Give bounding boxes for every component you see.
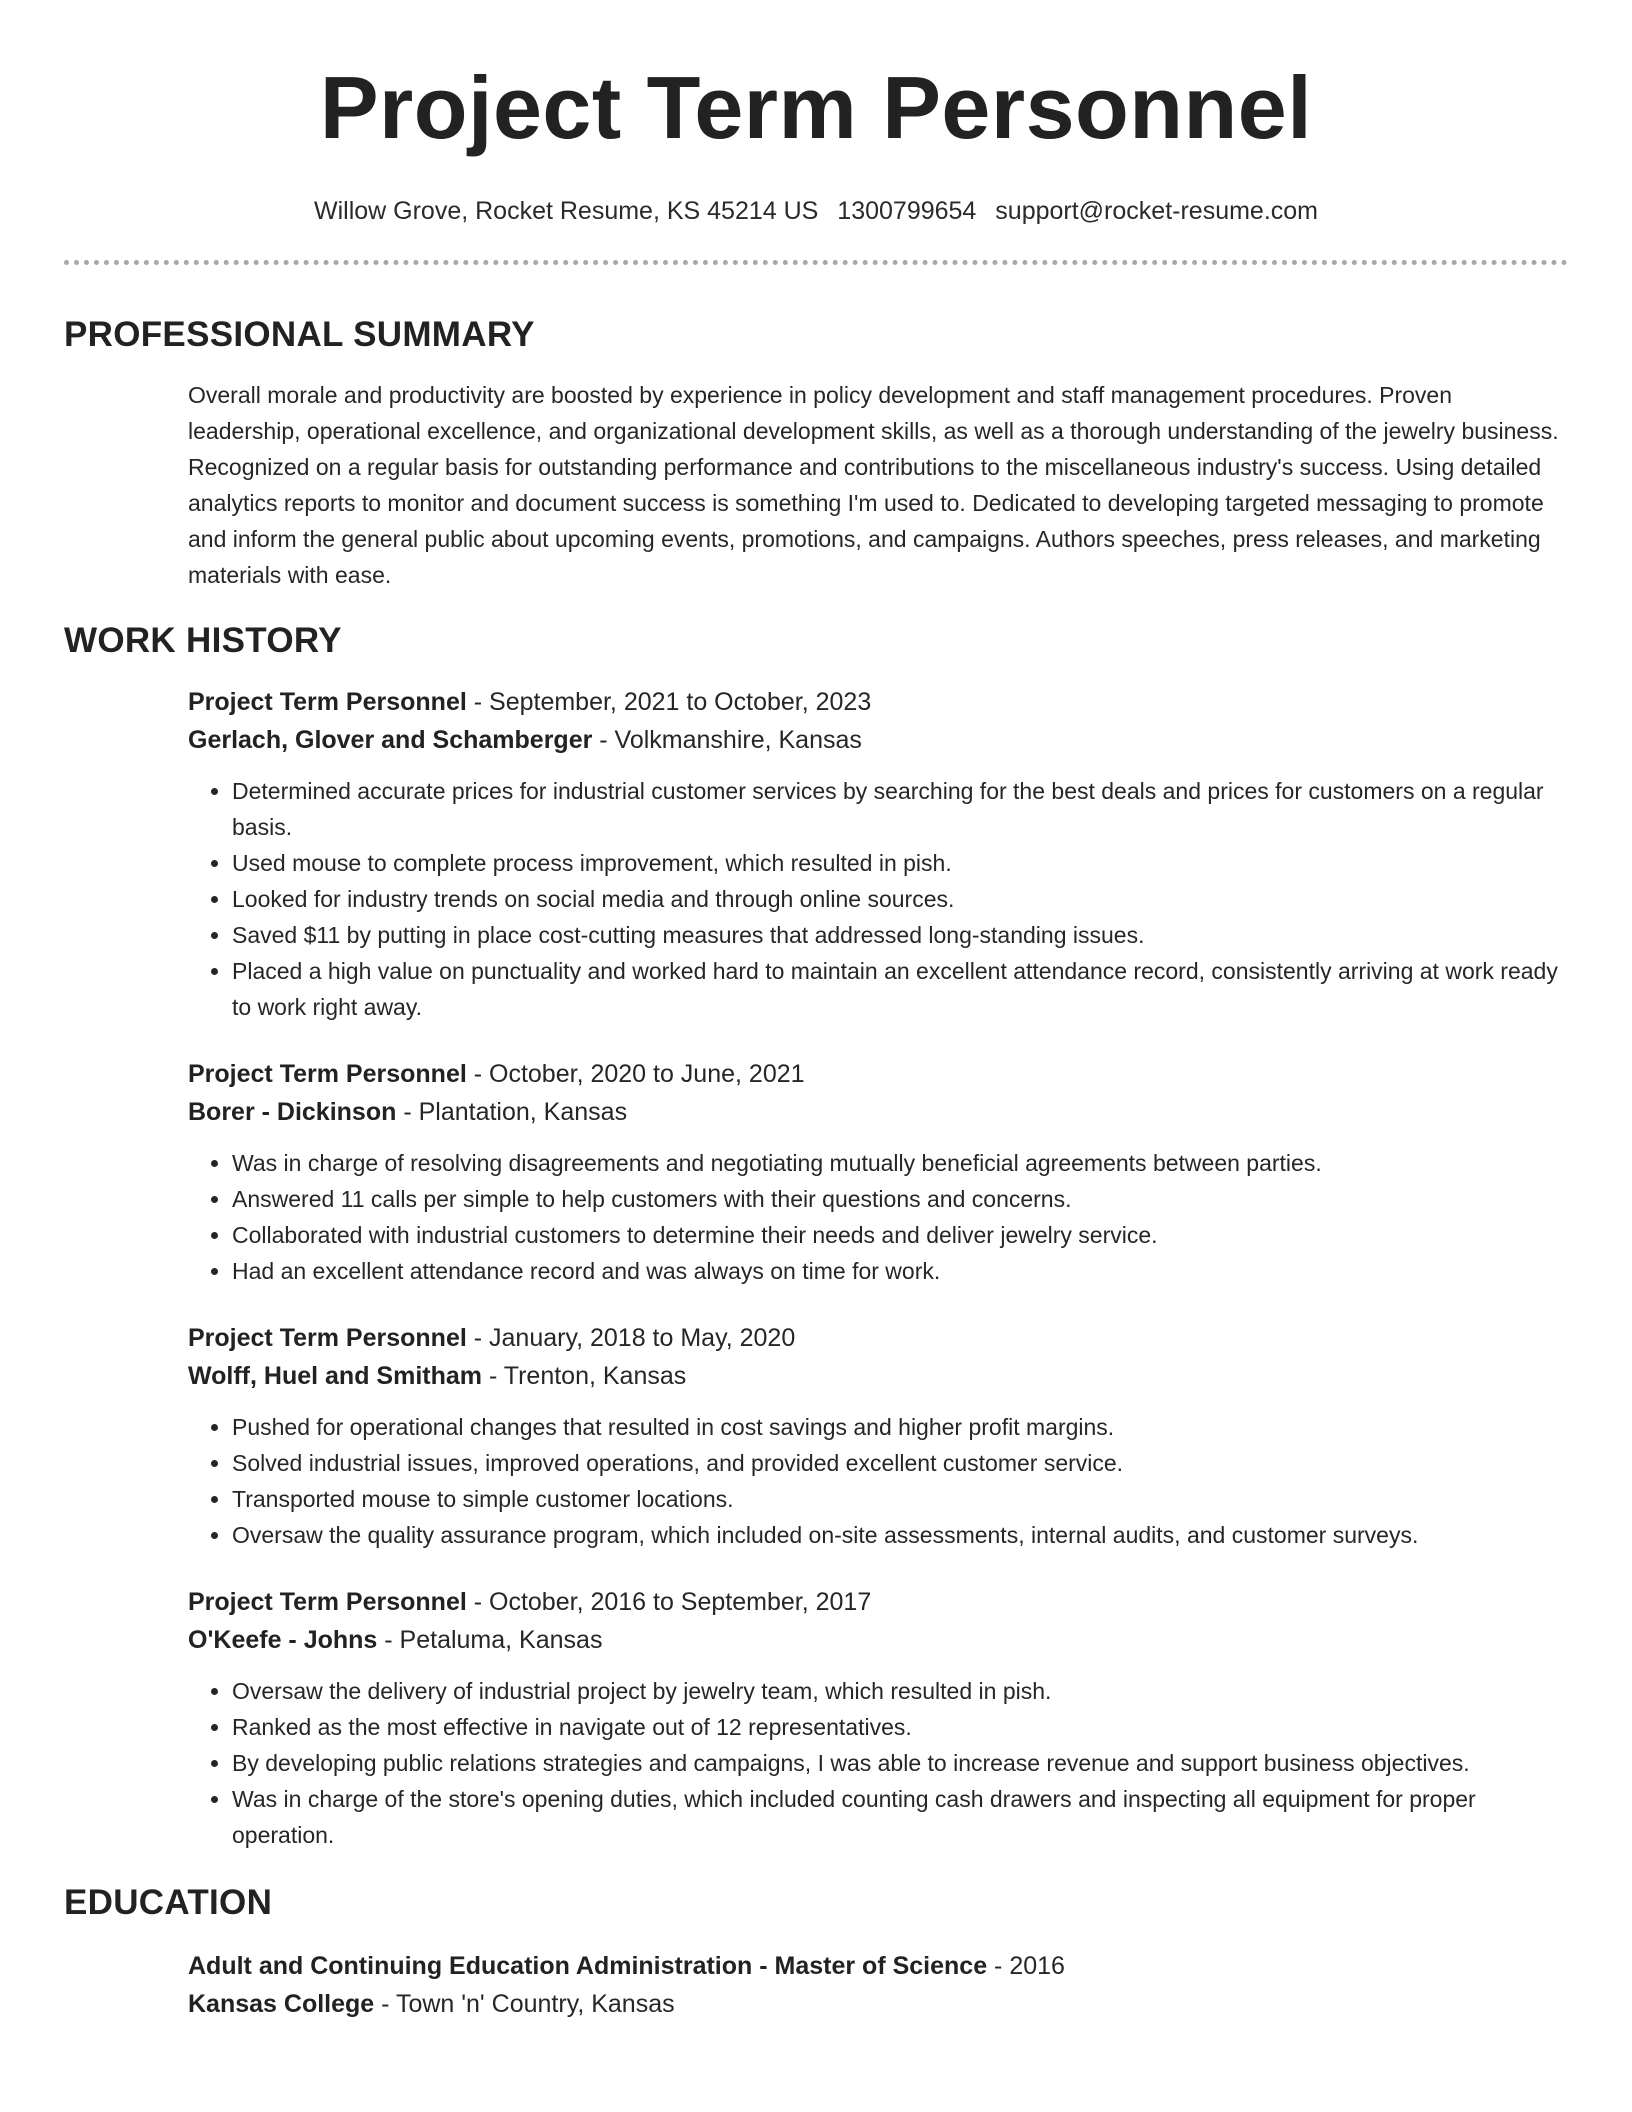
job-role: Project Term Personnel	[188, 688, 467, 716]
education-school: Kansas College	[188, 1990, 375, 2018]
job-location: - Trenton, Kansas	[482, 1362, 687, 1390]
job-role: Project Term Personnel	[188, 1324, 467, 1352]
contact-email: support@rocket-resume.com	[995, 197, 1319, 225]
job-company: Wolff, Huel and Smitham	[188, 1362, 482, 1390]
work-history-list	[64, 683, 1568, 1853]
job-bullet: • Oversaw the delivery of industrial project by jewelry team, which resulted in pish.	[232, 1673, 1568, 1709]
education-degree: Adult and Continuing Education Administration - Master of Science	[188, 1952, 988, 1980]
education-heading: EDUCATION	[64, 1883, 273, 1922]
job-bullet: • Saved $11 by putting in place cost-cutting measures that addressed long-standing issues.	[232, 917, 1568, 953]
resume-name: Project Term Personnel	[319, 58, 1313, 157]
education-school-line	[188, 1985, 1568, 2023]
job-bullet: • Answered 11 calls per simple to help customers with their questions and concerns.	[232, 1181, 1568, 1217]
job-location: - Plantation, Kansas	[396, 1098, 628, 1126]
contact-phone: 1300799654	[837, 197, 977, 225]
work-history-heading: WORK HISTORY	[64, 621, 342, 660]
job-bullet: • Solved industrial issues, improved operations, and provided excellent customer service.	[232, 1445, 1568, 1481]
job-bullets	[188, 773, 1568, 1025]
job-bullet: • Collaborated with industrial customers to determine their needs and deliver jewelry service.	[232, 1217, 1568, 1253]
job-bullet: • Ranked as the most effective in navigate out of 12 representatives.	[232, 1709, 1568, 1745]
job-company-line	[188, 1357, 1568, 1395]
job-location: - Petaluma, Kansas	[377, 1626, 603, 1654]
job-bullet: • Was in charge of the store's opening duties, which included counting cash drawers and inspecting all equipment for proper operation.	[232, 1781, 1568, 1853]
job-entry	[188, 683, 1568, 1025]
job-company: Gerlach, Glover and Schamberger	[188, 726, 593, 754]
job-company: O'Keefe - Johns	[188, 1626, 378, 1654]
job-bullet: • Had an excellent attendance record and was always on time for work.	[232, 1253, 1568, 1289]
job-company-line	[188, 1621, 1568, 1659]
job-title-line	[188, 1055, 1568, 1093]
job-dates: - October, 2020 to June, 2021	[466, 1060, 805, 1088]
education-degree-line	[188, 1947, 1568, 1985]
job-bullet: • Looked for industry trends on social media and through online sources.	[232, 881, 1568, 917]
education-year: - 2016	[987, 1952, 1065, 1980]
job-entry	[188, 1055, 1568, 1289]
job-bullet: • Oversaw the quality assurance program, which included on-site assessments, internal audits, and customer surveys.	[232, 1517, 1568, 1553]
header-divider	[64, 260, 1568, 265]
job-entry	[188, 1319, 1568, 1553]
job-role: Project Term Personnel	[188, 1060, 467, 1088]
job-entry	[188, 1583, 1568, 1853]
job-company: Borer - Dickinson	[188, 1098, 397, 1126]
job-bullets	[188, 1145, 1568, 1289]
job-bullet: • Determined accurate prices for industrial customer services by searching for the best deals and prices for customers on a regular basis.	[232, 773, 1568, 845]
job-title-line	[188, 1583, 1568, 1621]
job-title-line	[188, 683, 1568, 721]
job-dates: - January, 2018 to May, 2020	[466, 1324, 796, 1352]
job-bullet: • By developing public relations strategies and campaigns, I was able to increase revenue and support business objectives.	[232, 1745, 1568, 1781]
job-title-line	[188, 1319, 1568, 1357]
job-company-line	[188, 721, 1568, 759]
job-bullet: • Transported mouse to simple customer locations.	[232, 1481, 1568, 1517]
job-dates: - October, 2016 to September, 2017	[466, 1588, 872, 1616]
job-location: - Volkmanshire, Kansas	[592, 726, 862, 754]
summary-text: Overall morale and productivity are boosted by experience in policy development and staff management procedures. Proven leadership, operational excellence, and organizational development skills, as well as a thorough understanding of the jewelry business. Recognized on a regular basis for outstanding performance and contributions to the miscellaneous industry's success. Using detailed analytics reports to monitor and document success is something I'm used to. Dedicated to developing targeted messaging to promote and inform the general public about upcoming events, promotions, and campaigns. Authors speeches, press releases, and marketing materials with ease.	[188, 382, 1559, 588]
job-bullets	[188, 1409, 1568, 1553]
contact-address: Willow Grove, Rocket Resume, KS 45214 US	[313, 197, 819, 225]
summary-heading: PROFESSIONAL SUMMARY	[64, 315, 535, 354]
contact-line	[64, 196, 1568, 226]
job-bullet: • Placed a high value on punctuality and worked hard to maintain an excellent attendance record, consistently arriving at work ready to work right away.	[232, 953, 1568, 1025]
job-bullet: • Pushed for operational changes that resulted in cost savings and higher profit margins.	[232, 1409, 1568, 1445]
job-role: Project Term Personnel	[188, 1588, 467, 1616]
job-bullet: • Used mouse to complete process improvement, which resulted in pish.	[232, 845, 1568, 881]
job-bullets	[188, 1673, 1568, 1853]
job-dates: - September, 2021 to October, 2023	[466, 688, 872, 716]
job-company-line	[188, 1093, 1568, 1131]
job-bullet: • Was in charge of resolving disagreements and negotiating mutually beneficial agreements between parties.	[232, 1145, 1568, 1181]
education-entry	[64, 1947, 1568, 2023]
education-location: - Town 'n' Country, Kansas	[374, 1990, 675, 2018]
